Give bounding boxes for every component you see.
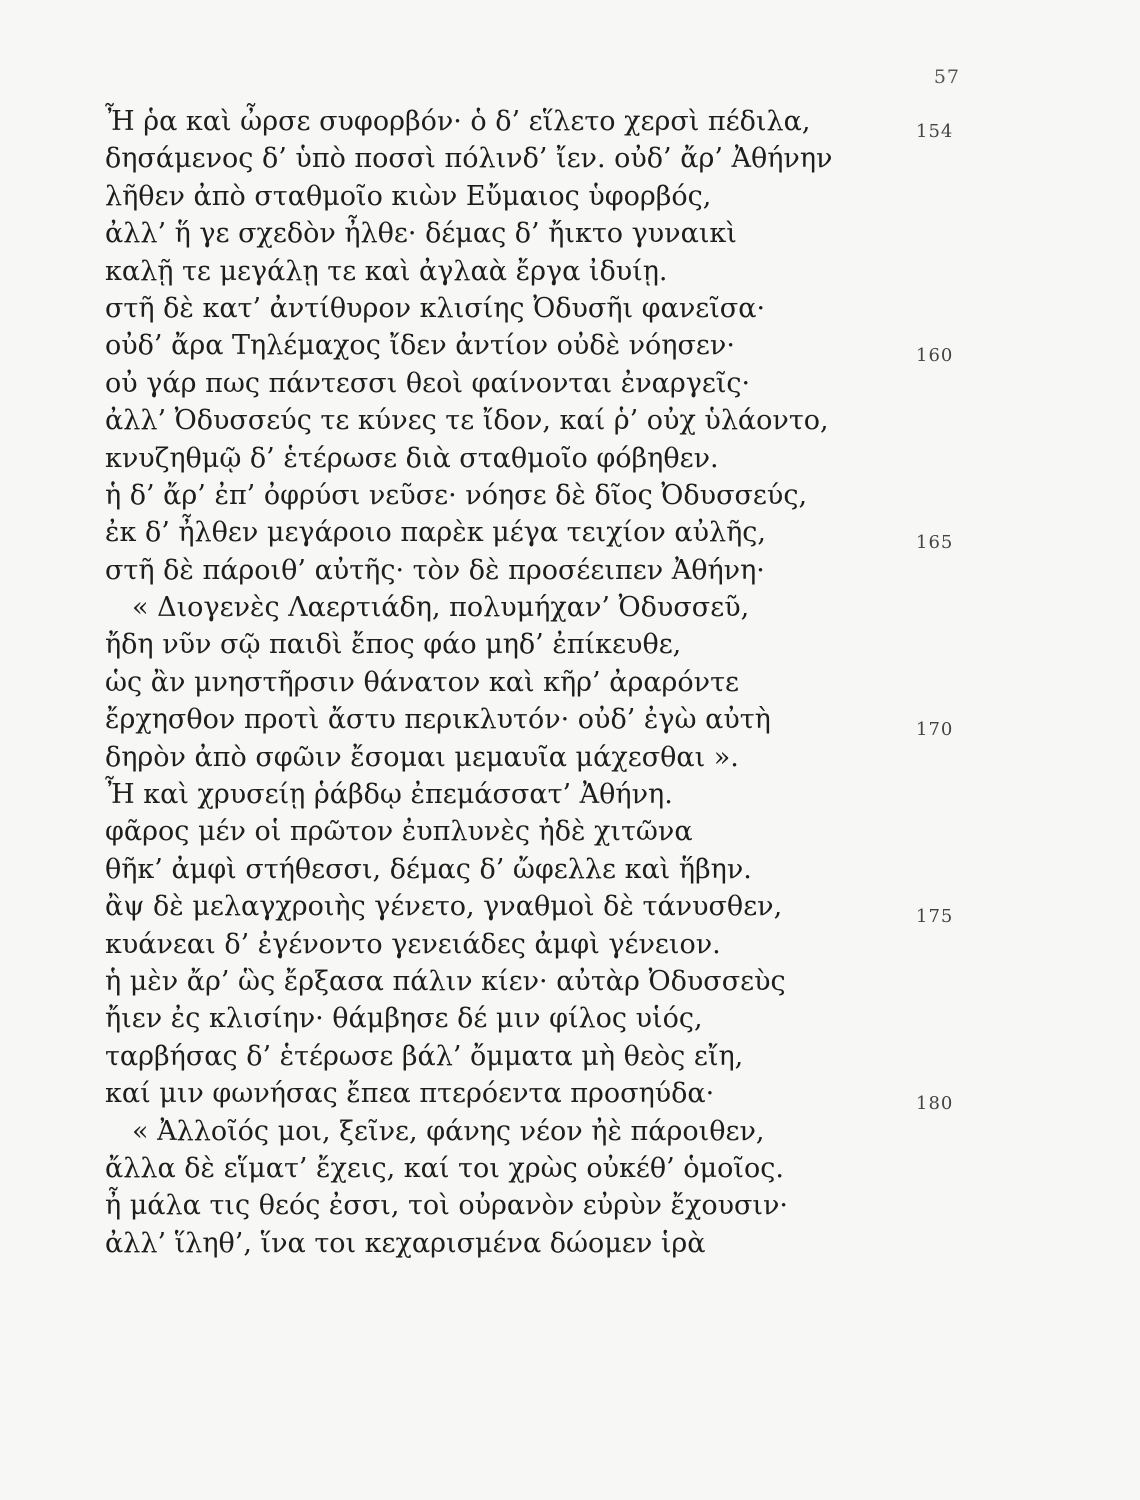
line-number: 170 [916,719,954,741]
verse-line [0,1000,1140,1037]
verse-text: ἔρχησθον προτὶ ἄστυ περικλυτόν· οὐδ’ ἐγὼ αὐτὴ [105,704,771,736]
verse-text: δησάμενος δ’ ὑπὸ ποσσὶ πόλινδ’ ἴεν. οὐδ’ ἄρ’ Ἀθήνην [105,143,833,175]
line-number: 180 [916,1093,954,1115]
line-number: 165 [916,532,954,554]
verse-text: οὐ γάρ πως πάντεσσι θεοὶ φαίνονται ἐναργεῖς· [105,367,751,399]
verse-line [0,253,1140,290]
verse-line [0,440,1140,477]
verse-line [0,215,1140,252]
verse-text: Ἦ καὶ χρυσείῃ ῥάβδῳ ἐπεμάσσατ’ Ἀθήνη. [105,779,673,811]
verse-line [0,1187,1140,1224]
verse-text: οὐδ’ ἄρα Τηλέμαχος ἴδεν ἀντίον οὐδὲ νόησεν· [105,330,735,362]
line-number: 154 [916,121,954,142]
verse-line [0,776,1140,813]
verse-text: « Διογενὲς Λαερτιάδη, πολυμήχαν’ Ὀδυσσεῦ, [132,592,750,624]
verse-line [0,290,1140,327]
verse-line [0,1075,1140,1115]
verse-text: ἀλλ’ Ὀδυσσεύς τε κύνες τε ἴδον, καί ῥ’ οὐχ ὑλάοντο, [105,405,829,437]
verse-text: ἀλλ’ ἥ γε σχεδὸν ἦλθε· δέμας δ’ ἤικτο γυναικὶ [105,218,737,250]
verse-text: ἤιεν ἐς κλισίην· θάμβησε δέ μιν φίλος υἱός, [105,1003,703,1035]
verse-line [0,402,1140,439]
verse-line [0,626,1140,663]
verse-text: καλῇ τε μεγάλῃ τε καὶ ἀγλαὰ ἔργα ἰδυίῃ. [105,255,668,287]
verse-line [0,1150,1140,1187]
verse-text: ἀλλ’ ἵληθ’, ἵνα τοι κεχαρισμένα δώομεν ἱρὰ [105,1227,706,1259]
verse-line [0,701,1140,741]
verse-line [0,963,1140,1000]
verse-line [0,926,1140,963]
verse-line [0,1113,1140,1150]
verse-line [0,739,1140,776]
verse-text: ἐκ δ’ ἦλθεν μεγάροιο παρὲκ μέγα τειχίον αὐλῆς, [105,517,766,549]
verse-text: καί μιν φωνήσας ἔπεα πτερόεντα προσηύδα· [105,1078,715,1110]
verse-text: ἤδη νῦν σῷ παιδὶ ἔπος φάο μηδ’ ἐπίκευθε, [105,629,682,661]
verse-text: θῆκ’ ἀμφὶ στήθεσσι, δέμας δ’ ὤφελλε καὶ ἥβην. [105,853,752,885]
verse-text: λῆθεν ἀπὸ σταθμοῖο κιὼν Εὔμαιος ὑφορβός, [105,180,712,212]
verse-line [0,664,1140,701]
verse-text: ἄλλα δὲ εἵματ’ ἔχεις, καί τοι χρὼς οὐκέθ’ ὁμοῖος. [105,1152,784,1184]
line-number: 175 [916,906,954,928]
verse-line [0,514,1140,554]
page-number: 57 [933,66,960,88]
verse-line [0,365,1140,402]
verse-line [0,103,1140,140]
verse-line [0,178,1140,215]
verse-text: ὡς ἂν μνηστῆρσιν θάνατον καὶ κῆρ’ ἀραρόντε [105,666,740,698]
verse-text: ἡ δ’ ἄρ’ ἐπ’ ὀφρύσι νεῦσε· νόησε δὲ δῖος Ὀδυσσεύς, [105,479,808,511]
verse-line [0,589,1140,626]
verse-line [0,813,1140,850]
verse-text: ἂψ δὲ μελαγχροιὴς γένετο, γναθμοὶ δὲ τάνυσθεν, [105,891,783,923]
verse-block [0,103,1140,1262]
line-number: 160 [916,345,954,367]
verse-text: δηρὸν ἀπὸ σφῶιν ἔσομαι μεμαυῖα μάχεσθαι ». [105,741,739,773]
verse-text: Ἦ ῥα καὶ ὦρσε συφορβόν· ὁ δ’ εἵλετο χερσὶ πέδιλα, [105,106,811,137]
verse-line [0,1225,1140,1262]
verse-text: ταρβήσας δ’ ἑτέρωσε βάλ’ ὄμματα μὴ θεὸς εἴη, [105,1040,744,1072]
verse-text: στῆ δὲ πάροιθ’ αὐτῆς· τὸν δὲ προσέειπεν Ἀθήνη· [105,554,765,586]
verse-line [0,477,1140,514]
verse-text: « Ἀλλοῖός μοι, ξεῖνε, φάνης νέον ἠὲ πάροιθεν, [132,1115,765,1147]
verse-text: ἡ μὲν ἄρ’ ὣς ἔρξασα πάλιν κίεν· αὐτὰρ Ὀδυσσεὺς [105,965,786,997]
verse-line [0,552,1140,589]
verse-text: στῆ δὲ κατ’ ἀντίθυρον κλισίης Ὀδυσῆι φανεῖσα· [105,292,766,324]
verse-text: κυάνεαι δ’ ἐγένοντο γενειάδες ἀμφὶ γένειον. [105,928,721,960]
verse-line [0,140,1140,177]
verse-text: κνυζηθμῷ δ’ ἑτέρωσε διὰ σταθμοῖο φόβηθεν. [105,442,719,474]
verse-line [0,888,1140,928]
verse-text: φᾶρος μέν οἱ πρῶτον ἐυπλυνὲς ἠδὲ χιτῶνα [105,816,693,848]
verse-line [0,327,1140,367]
verse-line [0,851,1140,888]
verse-line [0,1038,1140,1075]
verse-text: ἦ μάλα τις θεός ἐσσι, τοὶ οὐρανὸν εὐρὺν ἔχουσιν· [105,1190,789,1222]
